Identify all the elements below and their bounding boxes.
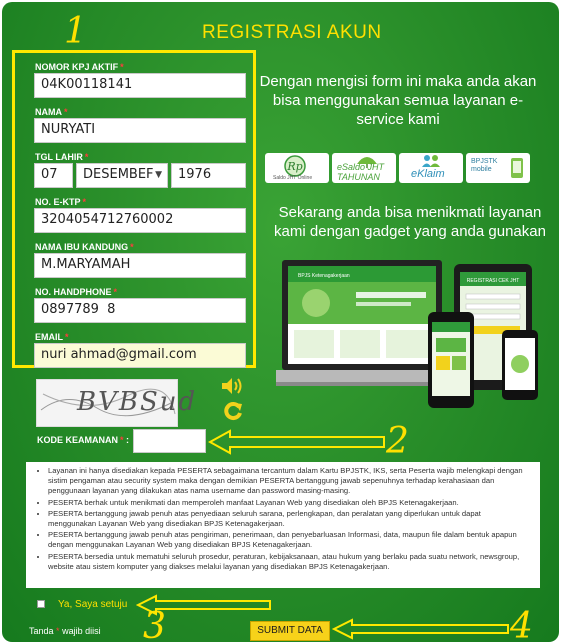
handphone-input[interactable]: 0897789 8 xyxy=(34,298,246,323)
promo-gadget-text: Sekarang anda bisa menikmati layanan kami dengan gadget yang anda gunakan xyxy=(274,204,546,240)
tile-esaldo-jht[interactable] xyxy=(332,153,396,183)
tile-eklaim[interactable] xyxy=(399,153,463,183)
terms-item-1: • Layanan ini hanya disediakan kepada PESERTA sebagaimana tercantum dalam Kartu BPJSTK, IKS, serta Peserta wajib melengkapi dengan sistim pengaman atau security system maka dengan demikian PESERTA bertanggung jawab sepenuhnya terhadap kerahasiaan dan penggunaan layanan yang dilakukan atas nama username dan password masing-masing. xyxy=(48,466,530,497)
captcha-image xyxy=(36,379,198,427)
terms-item-4: • PESERTA bertanggung jawab penuh atas pengiriman, penerimaan, dan penyebarluasan Informasi, data, maupun file dalam bentuk apapun dengan menggunakan Layanan Web yang disediakan BPJS Ketenagakerjaan. xyxy=(48,530,530,550)
kpj-input[interactable]: 04K00118141 xyxy=(34,73,246,98)
page-title: REGISTRASI AKUN xyxy=(202,22,382,43)
nama-input[interactable]: NURYATI xyxy=(34,118,246,143)
handphone-label: NO. HANDPHONE * xyxy=(35,287,118,297)
kpj-label: NOMOR KPJ AKTIF * xyxy=(35,62,124,72)
chevron-down-icon: ▼ xyxy=(155,170,162,180)
tgl-lahir-label: TGL LAHIR * xyxy=(35,152,89,162)
required-note: Tanda * wajib diisi xyxy=(29,626,101,636)
email-label: EMAIL * xyxy=(35,332,69,342)
captcha-text: BVBSud xyxy=(77,387,198,417)
svg-text:BPJS Ketenagakerjaan: BPJS Ketenagakerjaan xyxy=(298,273,350,279)
svg-text:Rp: Rp xyxy=(287,160,303,173)
arrow-annotation-3 xyxy=(136,594,272,616)
terms-item-5: • PESERTA bersedia untuk mematuhi seluruh prosedur, peraturan, kebijaksanaan, atau hukum yang berlaku pada suatu network, newsgroup, website atau sistem komputer yang diakses melalui layanan yang disediakan BPJS Ketenagakerjaan. xyxy=(48,552,530,572)
ektp-input[interactable]: 3204054712760002 xyxy=(34,208,246,233)
tile-saldo-label: Saldo JHT Online xyxy=(273,175,313,181)
marker-2: 2 xyxy=(386,421,409,462)
marker-1: 1 xyxy=(64,11,87,52)
audio-speaker-icon[interactable] xyxy=(220,376,244,396)
tgl-year-input[interactable]: 1976 xyxy=(171,163,246,188)
terms-box xyxy=(26,462,540,588)
arrow-annotation-2 xyxy=(208,429,386,455)
agree-checkbox[interactable] xyxy=(37,600,45,608)
agree-label[interactable]: Ya, Saya setuju xyxy=(58,599,128,610)
terms-item-3: • PESERTA bertanggung jawab penuh atas penyediaan seluruh sarana, perlengkapan, dan peralatan yang diperlukan untuk dapat menggunakan Layanan Web yang disediakan BPJS Ketenagakerjaan. xyxy=(48,509,530,529)
refresh-icon[interactable] xyxy=(222,399,244,421)
marker-4: 4 xyxy=(510,606,533,642)
ibu-kandung-input[interactable]: M.MARYAMAH xyxy=(34,253,246,278)
svg-text:REGISTRASI CEK JHT: REGISTRASI CEK JHT xyxy=(466,278,520,284)
marker-3: 3 xyxy=(143,606,166,642)
people-icon xyxy=(421,154,441,168)
tile-bpjstk-label: BPJSTK mobile xyxy=(471,158,498,173)
tile-eklaim-label: eKlaim xyxy=(411,168,445,180)
tile-esaldo-label: eSaldo JHT TAHUNAN xyxy=(337,162,385,182)
submit-button[interactable]: SUBMIT DATA xyxy=(250,621,330,641)
tile-bpjstk-mobile[interactable] xyxy=(466,153,530,183)
ektp-label: NO. E-KTP * xyxy=(35,197,87,207)
ibu-kandung-label: NAMA IBU KANDUNG * xyxy=(35,242,134,252)
tgl-month-select[interactable] xyxy=(76,163,168,188)
terms-item-2: • PESERTA berhak untuk menikmati dan memperoleh manfaat Layanan Web yang disediakan oleh BPJS Ketenagakerjaan. xyxy=(48,498,530,508)
devices-illustration xyxy=(276,254,546,410)
email-input[interactable]: nuri ahmad@gmail.com xyxy=(34,343,246,368)
registration-panel xyxy=(2,2,559,642)
captcha-label: KODE KEAMANAN * : xyxy=(37,435,130,445)
nama-label: NAMA * xyxy=(35,107,68,117)
tile-saldo-jht-online[interactable] xyxy=(265,153,329,183)
phone-icon xyxy=(510,157,524,179)
captcha-input[interactable] xyxy=(133,429,206,453)
arrow-annotation-4 xyxy=(332,618,510,640)
promo-intro-text: Dengan mengisi form ini maka anda akan bisa menggunakan semua layanan e-service kami xyxy=(259,73,537,128)
tgl-month-value: DESEMBEF xyxy=(83,167,154,182)
tgl-day-input[interactable]: 07 xyxy=(34,163,73,188)
